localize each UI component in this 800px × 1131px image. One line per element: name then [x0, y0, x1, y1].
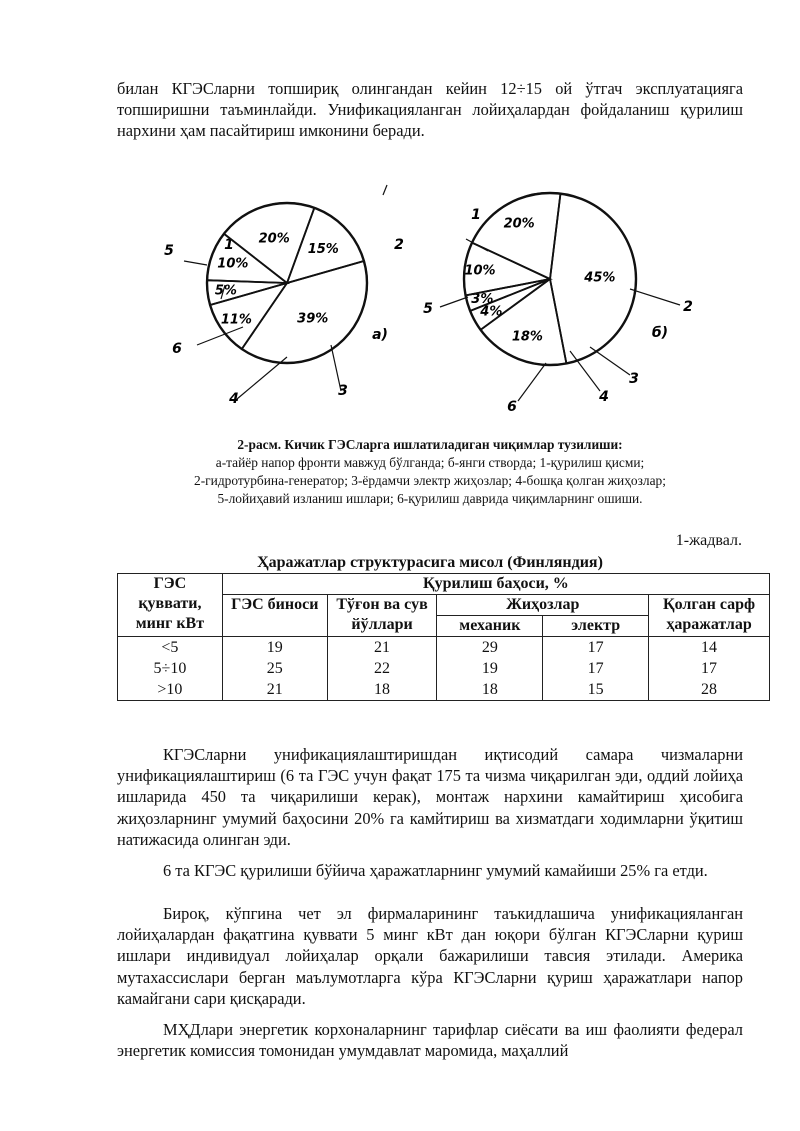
figure-pie-charts: [150, 160, 710, 425]
header-dam: Тўғон ва сув йўллари: [327, 595, 437, 637]
table-row: [118, 658, 770, 679]
table-cell: 22: [327, 658, 437, 679]
leader-line: [383, 185, 387, 195]
pie-callout-number: 2: [394, 237, 404, 253]
leader-line: [440, 297, 468, 307]
pie-slice-label: 5%: [214, 283, 237, 299]
header-equipment: Жиҳозлар: [437, 595, 649, 616]
pie-slice-label: 45%: [584, 270, 616, 286]
pie-callout-number: 5: [423, 301, 433, 317]
leader-line: [184, 261, 207, 265]
table-row: [118, 637, 770, 659]
table-cell: 17: [649, 658, 770, 679]
caption-line-2: 2-гидротурбина-генератор; 3-ёрдамчи электр жиҳозлар; 4-бошқа қолган жиҳозлар;: [194, 473, 666, 488]
pie-callout-number: 1: [471, 207, 481, 223]
header-building: ГЭС биноси: [222, 595, 327, 637]
leader-line: [197, 327, 243, 345]
pie-callout-number: 6: [507, 399, 517, 415]
table-cell: 18: [327, 679, 437, 701]
table-cell: <5: [118, 637, 223, 659]
leader-line: [518, 363, 546, 401]
body-paragraph-4: МҲДлари энергетик корхоналарнинг тарифлар сиёсати ва иш фаолияти федерал энергетик комиссия томонидан умумдавлат маромида, маҳаллий: [117, 1020, 743, 1061]
table-cell: 21: [327, 637, 437, 659]
table-cell: 14: [649, 637, 770, 659]
header-mechanical: механик: [437, 616, 543, 637]
intro-paragraph: билан КГЭСларни топшириқ олингандан кейин 12÷15 ой ўтгач эксплуатацияга топширишни таъминлайди. Унификацияланган лойиҳалардан фойдаланиш қурилиш нархини ҳам пасайтириш имконини беради.: [117, 79, 743, 141]
table-cell: >10: [118, 679, 223, 701]
pie-chart-b: [423, 193, 693, 415]
pie-panel-label: а): [372, 327, 388, 343]
pie-slice-label: 39%: [297, 311, 329, 327]
table-cell: 17: [543, 637, 649, 659]
table-cell: 17: [543, 658, 649, 679]
table-cell: 28: [649, 679, 770, 701]
pie-panel-label: б): [651, 325, 669, 341]
pie-callout-number: 4: [599, 389, 609, 405]
table-cell: 15: [543, 679, 649, 701]
pie-callout-number: 4: [229, 391, 239, 407]
table-title: Ҳаражатлар структурасига мисол (Финляндия): [257, 554, 603, 571]
table-cell: 29: [437, 637, 543, 659]
pie-slice-label: 10%: [217, 256, 249, 272]
pie-callout-number: 5: [164, 243, 174, 259]
table-cell: 25: [222, 658, 327, 679]
pie-callout-number: 2: [683, 299, 693, 315]
table-cell: 19: [222, 637, 327, 659]
pie-chart-a: [164, 185, 404, 407]
figure-caption: [117, 436, 743, 508]
table-number: 1-жадвал.: [675, 532, 742, 549]
table-cell: 21: [222, 679, 327, 701]
table-row: [118, 679, 770, 701]
pie-callout-number: 3: [629, 371, 639, 387]
body-paragraph-2: 6 та КГЭС қурилиши бўйича ҳаражатларнинг умумий камайиши 25% га етди.: [163, 861, 708, 880]
header-other: Қолган сарф ҳаражатлар: [649, 595, 770, 637]
body-paragraph-3: Бироқ, кўпгина чет эл фирмаларининг таъкидлашича унификацияланган лойиҳалардан фақатгина қуввати 5 минг кВт дан юқори бўлган КГЭСларни қуриш ишлари индивидуал лойиҳалар орқали бажарилиши тавсия этилади. Америка мутахассислари берган маълумотларга кўра КГЭСларни қуриш ҳаражатлари напор камайгани сари қисқаради.: [117, 904, 743, 1008]
leader-line: [237, 357, 287, 399]
pie-slice-label: 3%: [471, 291, 494, 307]
pie-slice-label: 18%: [511, 329, 543, 345]
table-cell: 18: [437, 679, 543, 701]
pie-slice-2: [481, 279, 567, 365]
pie-slice-label: 20%: [258, 231, 290, 247]
table-cell: 5÷10: [118, 658, 223, 679]
header-cost: Қурилиш баҳоси, %: [222, 574, 769, 595]
body-paragraph-1: КГЭСларни унификациялаштиришдан иқтисодий самара чизмаларни унификациялаштириш (6 та ГЭС учун фақат 175 та чизма чиқарилган эди, оддий лойиҳа ишларида 450 та чиқарилиши керак), монтаж нархини камайтириш ҳисобига жиҳозларнинг умумий баҳосини 20% га камйтириш ва хизматдаги ходимларни ўқитиш натижасида олинган эди.: [117, 745, 743, 849]
pie-slice-label: 11%: [220, 312, 252, 328]
pie-slice-label: 15%: [307, 242, 339, 258]
leader-line: [630, 289, 680, 305]
pie-callout-number: 3: [338, 383, 348, 399]
cost-structure-table: [117, 573, 770, 701]
table-cell: 19: [437, 658, 543, 679]
caption-line-1: а-тайёр напор фронти мавжуд бўлганда; б-янги створда; 1-қурилиш қисми;: [215, 455, 645, 470]
caption-title: 2-расм. Кичик ГЭСларга ишлатиладиган чиқимлар тузилиши:: [237, 437, 623, 452]
pie-slice-label: 10%: [464, 263, 496, 279]
pie-charts-svg: [150, 160, 710, 420]
pie-callout-number: 6: [172, 341, 182, 357]
pie-slice-label: 20%: [503, 216, 535, 232]
pie-callout-number: 1: [224, 237, 234, 253]
pie-slice-label: 4%: [480, 304, 503, 320]
header-electrical: электр: [543, 616, 649, 637]
caption-line-3: 5-лойиҳавий изланиш ишлари; 6-қурилиш даврида чиқимларнинг ошиши.: [217, 491, 643, 506]
leader-line: [590, 347, 630, 375]
header-power: ГЭС қуввати, минг кВт: [118, 574, 223, 637]
